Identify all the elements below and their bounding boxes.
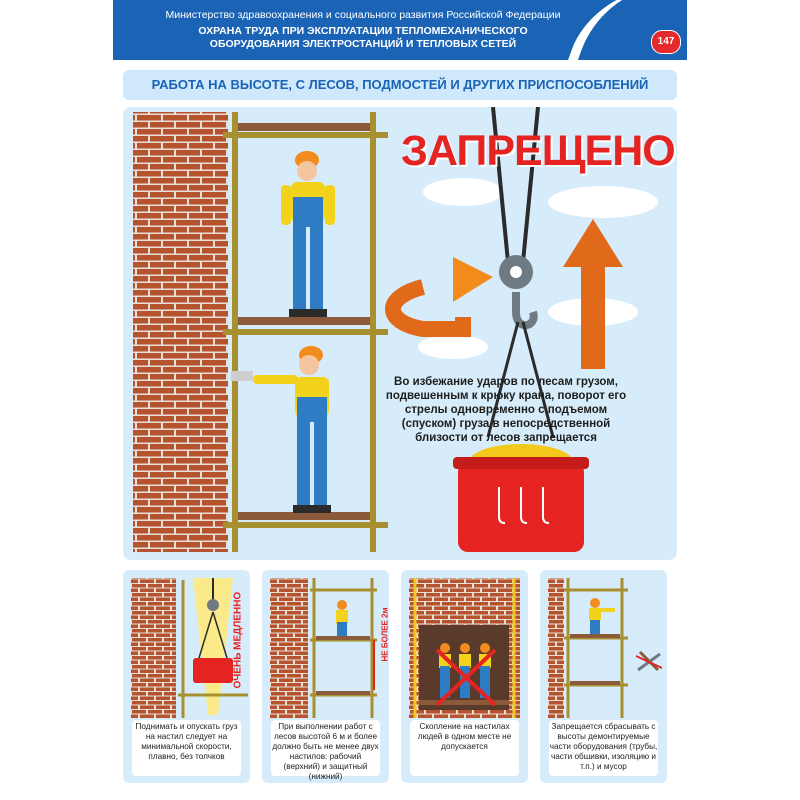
header-banner — [113, 0, 687, 60]
main-warning-text: Во избежание ударов по лесам грузом, подвешенным к крюку крана, поворот его стрелы одновременно с подъемом (спуском) груза в непосредственной близости от лесов запрещается — [385, 376, 627, 444]
panel-two-decks — [262, 570, 389, 783]
plastering-worker — [231, 346, 331, 513]
page-number-badge: 147 — [651, 30, 681, 54]
very-slow-label: ОЧЕНЬ МЕДЛЕННО — [232, 591, 244, 689]
poster-title-line1: ОХРАНА ТРУДА ПРИ ЭКСПЛУАТАЦИИ ТЕПЛОМЕХАНИЧЕСКОГО — [198, 25, 528, 37]
crowded-workers — [439, 643, 491, 698]
max-2m-label: НЕ БОЛЕЕ 2м — [380, 607, 389, 662]
up-arrow-icon — [563, 219, 623, 369]
falling-debris-icon — [636, 652, 662, 670]
panel-no-throwing — [540, 570, 667, 783]
section-title: РАБОТА НА ВЫСОТЕ, С ЛЕСОВ, ПОДМОСТЕЙ И ДРУГИХ ПРИСПОСОБЛЕНИЙ — [123, 70, 677, 100]
poster-title-line2: ОБОРУДОВАНИЯ ЭЛЕКТРОСТАНЦИЙ И ТЕПЛОВЫХ СЕТЕЙ — [209, 38, 517, 50]
ministry-name: Министерство здравоохранения и социального развития Российской Федерации — [165, 9, 561, 21]
panel-crowding — [401, 570, 528, 783]
panel-caption: Поднимать и опускать груз на настил следует на минимальной скорости, плавно, без толчков — [132, 720, 241, 776]
main-illustration-panel — [123, 107, 677, 560]
standing-worker — [281, 151, 335, 317]
forbidden-heading: ЗАПРЕЩЕНО — [401, 127, 675, 175]
panel-caption: Скопление на настилах людей в одном месте не допускается — [410, 720, 519, 776]
brick-wall — [133, 112, 228, 552]
panel-caption: При выполнении работ с лесов высотой 6 м и более должно быть не менее двух настилов: рабочий (верхний) и защитный (нижний) — [272, 722, 379, 781]
panel-slow-load — [123, 570, 250, 783]
poster — [113, 0, 687, 800]
panel-caption: Запрещается сбрасывать с высоты демонтируемые части оборудования (трубы, части обшивки, изоляцию и т.п.) и мусор — [549, 720, 658, 776]
load-bucket — [453, 444, 589, 552]
rotation-arrow-icon — [393, 257, 493, 329]
